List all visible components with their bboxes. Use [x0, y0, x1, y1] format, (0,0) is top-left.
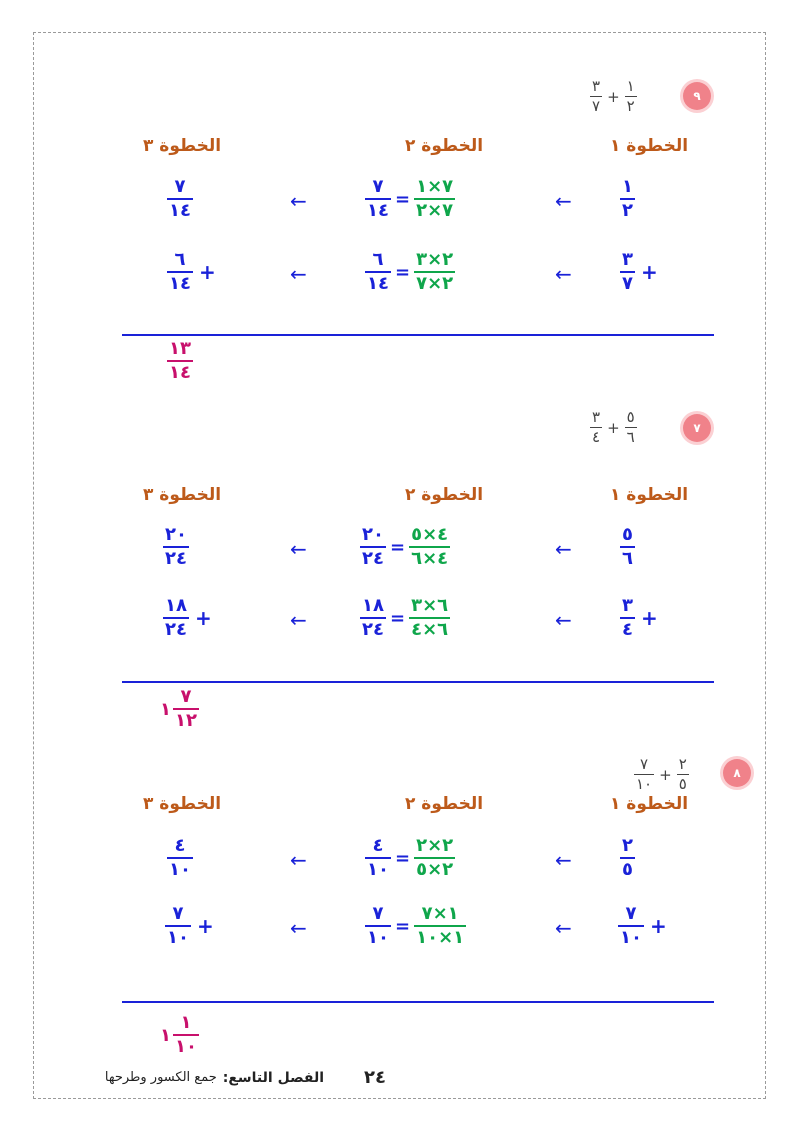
- arrow-icon: ←: [555, 262, 572, 286]
- step-1-fraction: $\frac{٥}{٦}$: [622, 524, 633, 569]
- step-3-fraction: $\frac{٦}{١٤}$ +: [169, 249, 216, 294]
- step-3-label: الخطوة ٣: [143, 136, 222, 156]
- fraction: $\frac{٥}{٦}$: [626, 408, 635, 446]
- arrow-icon: ←: [290, 189, 307, 213]
- step-3-fraction: $\frac{٢٠}{٢٤}$: [165, 524, 187, 569]
- fraction: $\frac{٧}{١٠}$: [636, 755, 653, 793]
- result-mixed-number: ١ $\frac{٧}{١٢}$: [160, 686, 197, 731]
- result-mixed-number: ١ $\frac{١}{١٠}$: [160, 1012, 197, 1057]
- arrow-icon: ←: [290, 608, 307, 632]
- step-2-equation: $\frac{٢٠}{٢٤}$ = $\frac{٤\times ٥}{٤\times ٦}$: [362, 524, 449, 569]
- problem-number-badge: ٩: [683, 82, 711, 110]
- step-2-equation: $\frac{١٨}{٢٤}$ = $\frac{٦\times ٣}{٦\times ٤}$: [362, 595, 449, 640]
- step-2-label: الخطوة ٢: [405, 485, 484, 505]
- step-1-fraction: $\frac{٣}{٤}$ +: [622, 595, 658, 640]
- step-1-fraction: $\frac{٧}{١٠}$ +: [620, 903, 667, 948]
- step-3-label: الخطوة ٣: [143, 485, 222, 505]
- problem-number-badge: ٧: [683, 414, 711, 442]
- step-1-fraction: $\frac{٣}{٧}$ +: [622, 249, 658, 294]
- step-3-fraction: $\frac{٧}{١٤}$: [169, 176, 191, 221]
- arrow-icon: ←: [555, 848, 572, 872]
- arrow-icon: ←: [555, 916, 572, 940]
- problem-expression: $\frac{٣}{٤}$ + $\frac{٥}{٦}$: [592, 408, 635, 446]
- arrow-icon: ←: [555, 537, 572, 561]
- page-number: ٢٤: [364, 1067, 386, 1088]
- arrow-icon: ←: [290, 262, 307, 286]
- step-3-fraction: $\frac{١٨}{٢٤}$ +: [165, 595, 212, 640]
- problem-number-badge: ٨: [723, 759, 751, 787]
- step-2-equation: $\frac{٦}{١٤}$ = $\frac{٢\times ٣}{٢\times ٧}$: [367, 249, 454, 294]
- fraction: $\frac{٣}{٧}$: [592, 77, 601, 115]
- step-3-label: الخطوة ٣: [143, 794, 222, 814]
- step-2-equation: $\frac{٧}{١٠}$ = $\frac{١\times ٧}{١\times ١٠}$: [367, 903, 465, 948]
- chapter-title: جمع الكسور وطرحها: [104, 1069, 217, 1085]
- step-1-label: الخطوة ١: [610, 485, 689, 505]
- fraction: $\frac{٢}{٥}$: [678, 755, 687, 793]
- step-3-fraction: $\frac{٤}{١٠}$: [169, 835, 191, 880]
- step-1-fraction: $\frac{١}{٢}$: [622, 176, 633, 221]
- step-2-equation: $\frac{٤}{١٠}$ = $\frac{٢\times ٢}{٢\times ٥}$: [367, 835, 454, 880]
- step-2-label: الخطوة ٢: [405, 794, 484, 814]
- sum-line: [122, 334, 714, 336]
- step-3-fraction: $\frac{٧}{١٠}$ +: [167, 903, 214, 948]
- arrow-icon: ←: [290, 848, 307, 872]
- fraction: $\frac{١}{٢}$: [626, 77, 635, 115]
- result-fraction: $\frac{١٣}{١٤}$: [169, 338, 191, 383]
- chapter-label: الفصل التاسع:: [222, 1069, 325, 1086]
- arrow-icon: ←: [555, 189, 572, 213]
- arrow-icon: ←: [290, 916, 307, 940]
- arrow-icon: ←: [290, 537, 307, 561]
- arrow-icon: ←: [555, 608, 572, 632]
- step-1-label: الخطوة ١: [610, 136, 689, 156]
- step-2-label: الخطوة ٢: [405, 136, 484, 156]
- step-2-equation: $\frac{٧}{١٤}$ = $\frac{٧\times ١}{٧\times ٢}$: [367, 176, 454, 221]
- step-1-fraction: $\frac{٢}{٥}$: [622, 835, 633, 880]
- problem-expression: $\frac{٧}{١٠}$ + $\frac{٢}{٥}$: [636, 755, 687, 793]
- sum-line: [122, 681, 714, 683]
- problem-expression: $\frac{٣}{٧}$ + $\frac{١}{٢}$: [592, 77, 635, 115]
- fraction: $\frac{٣}{٤}$: [592, 408, 601, 446]
- step-1-label: الخطوة ١: [610, 794, 689, 814]
- sum-line: [122, 1001, 714, 1003]
- page-footer: [46, 1067, 386, 1088]
